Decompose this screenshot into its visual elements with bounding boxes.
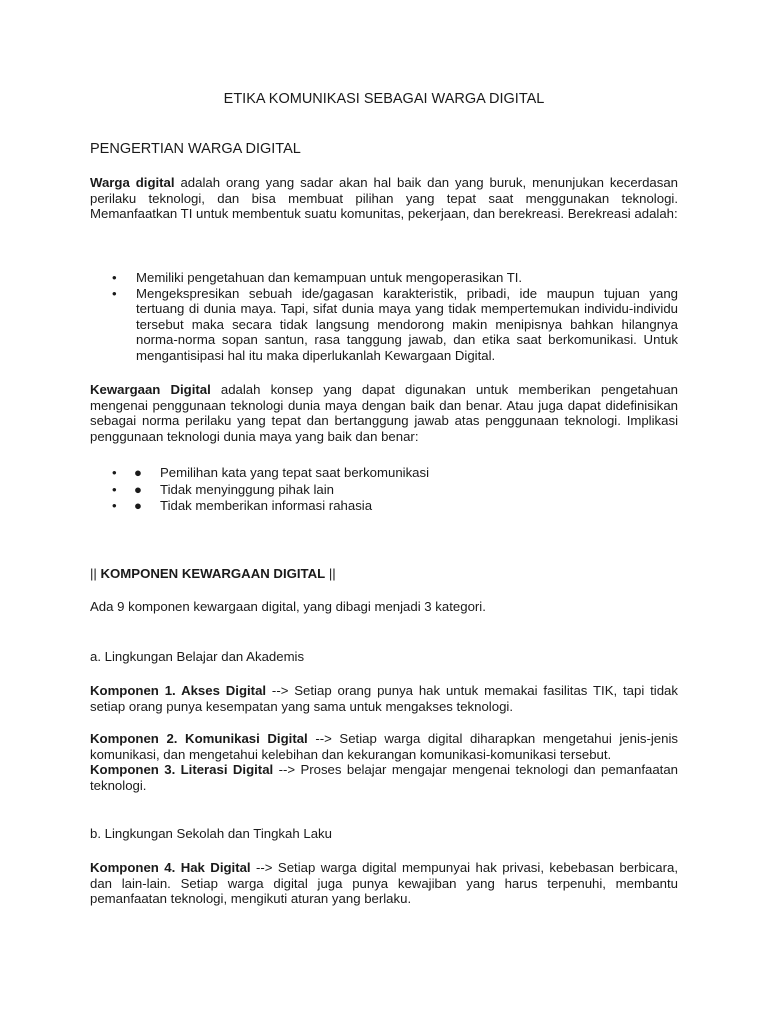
bullet-icon: • <box>112 285 117 301</box>
komponen-text: --> Setiap warga digital diharapkan mengetahui jenis-jenis komunikasi, dan mengetahui kelebihan dan kekurangan komunikasi-komunikasi tersebut. <box>90 731 678 762</box>
bullet-icon: ● <box>134 481 142 497</box>
term-kewargaan-digital: Kewargaan Digital <box>90 382 211 397</box>
komponen-text: --> Setiap warga digital mempunyai hak privasi, kebebasan berbicara, dan lain-lain. Setiap warga digital juga punya kewajiban yang harus terpenuhi, membantu pemanfaatan teknologi, mengikuti aturan yang berlaku. <box>90 860 678 907</box>
term-warga-digital: Warga digital <box>90 175 175 190</box>
section-heading-komponen <box>90 566 678 582</box>
list-item <box>90 465 678 481</box>
paragraph-text: adalah orang yang sadar akan hal baik dan yang buruk, menunjukan kecerdasan perilaku teknologi, dan bisa membuat pilihan yang tepat saat menggunakan teknologi. Memanfaatkan TI untuk membentuk suatu komunitas, pekerjaan, dan berekreasi. Berekreasi adalah: <box>90 175 679 222</box>
list-item-text: Pemilihan kata yang tepat saat berkomunikasi <box>160 465 430 480</box>
list-item-text: Tidak menyinggung pihak lain <box>160 481 334 497</box>
komponen-label: Komponen 3. Literasi Digital <box>90 762 274 777</box>
list-item <box>90 286 678 364</box>
list-item-text: Tidak memberikan informasi rahasia <box>160 498 373 514</box>
bullet-list-berekreasi <box>90 270 678 364</box>
bullet-icon: • <box>112 481 117 497</box>
section-heading-warga-digital: PENGERTIAN WARGA DIGITAL <box>90 141 301 157</box>
komponen-1 <box>90 683 678 714</box>
paragraph-text: adalah konsep yang dapat digunakan untuk memberikan pengetahuan mengenai penggunaan teknologi dunia maya dengan baik dan benar. Atau juga dapat didefinisikan sebagai norma perilaku yang tepat dan bertanggung jawab atas penggunaan teknologi. Implikasi penggunaan teknologi dunia maya yang baik dan benar: <box>90 382 678 444</box>
list-item <box>90 270 678 286</box>
bullet-icon: • <box>112 465 117 480</box>
bullet-icon: ● <box>134 498 142 514</box>
heading-suffix: || <box>325 566 336 581</box>
category-a: a. Lingkungan Belajar dan Akademis <box>90 649 305 664</box>
bullet-icon: • <box>112 498 117 514</box>
paragraph-warga-digital <box>90 175 678 222</box>
list-item <box>90 498 678 514</box>
category-b: b. Lingkungan Sekolah dan Tingkah Laku <box>90 826 332 841</box>
paragraph-kewargaan-digital <box>90 382 678 444</box>
komponen-label: Komponen 1. Akses Digital <box>90 683 267 698</box>
bullet-list-implikasi <box>90 465 678 514</box>
komponen-label: Komponen 4. Hak Digital <box>90 860 251 875</box>
list-item-text: Mengekspresikan sebuah ide/gagasan karakteristik, pribadi, ide maupun tujuan yang tertuang di dunia maya. Tapi, sifat dunia maya yang tidak mempertemukan individu-individu tersebut maka secara tidak langsung mendorong makin menipisnya bahkan hilangnya norma-norma sopan santun, rasa tanggung jawab, dan etika saat berkomunikasi. Untuk mengantisipasi hal itu maka diperlukanlah Kewargaan Digital. <box>136 285 678 363</box>
komponen-label: Komponen 2. Komunikasi Digital <box>90 731 308 746</box>
komponen-2 <box>90 731 678 762</box>
komponen-text: --> Setiap orang punya hak untuk memakai fasilitas TIK, tapi tidak setiap orang punya kesempatan yang sama untuk mengakses teknologi. <box>90 683 678 714</box>
komponen-intro: Ada 9 komponen kewargaan digital, yang dibagi menjadi 3 kategori. <box>90 599 486 614</box>
bullet-icon: • <box>112 270 117 285</box>
komponen-4 <box>90 860 678 907</box>
komponen-3 <box>90 762 678 793</box>
heading-prefix: || <box>90 566 101 581</box>
komponen-text: --> Proses belajar mengajar mengenai teknologi dan pemanfaatan teknologi. <box>90 762 679 793</box>
list-item <box>90 482 678 498</box>
document-title: ETIKA KOMUNIKASI SEBAGAI WARGA DIGITAL <box>223 91 545 107</box>
bullet-icon: ● <box>134 465 142 480</box>
heading-text: KOMPONEN KEWARGAAN DIGITAL <box>100 566 326 581</box>
list-item-text: Memiliki pengetahuan dan kemampuan untuk mengoperasikan TI. <box>136 270 523 285</box>
